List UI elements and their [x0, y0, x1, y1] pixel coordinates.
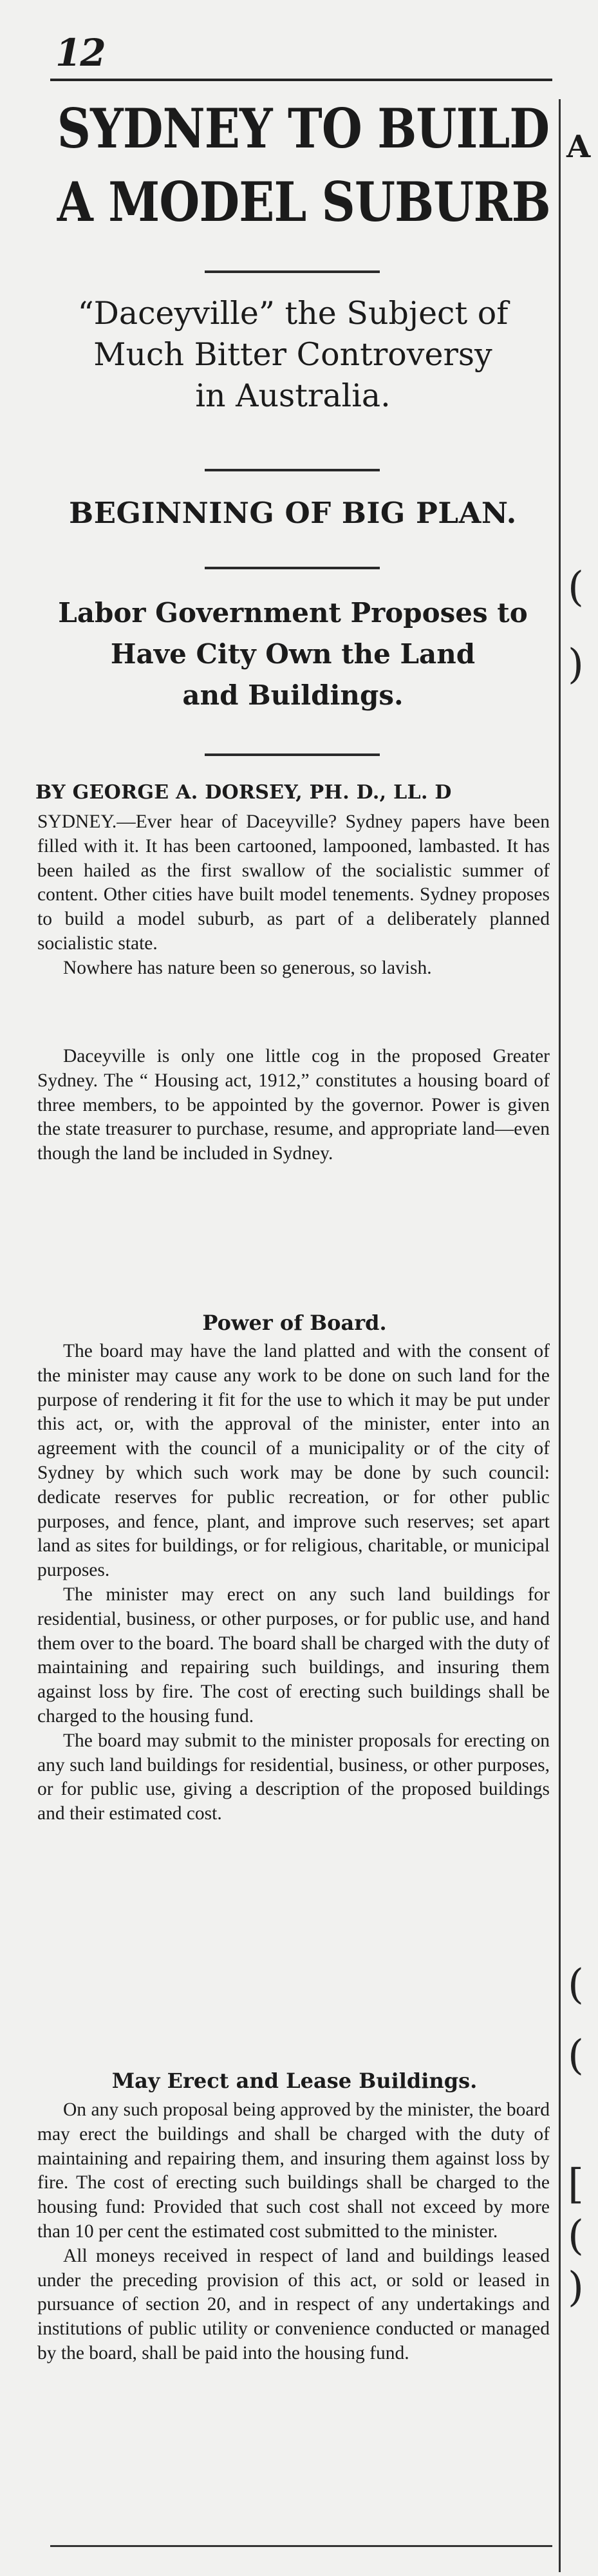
next-column-fragment: ) — [568, 641, 584, 688]
page-number: 12 — [55, 31, 105, 75]
bottom-rule — [50, 2545, 552, 2547]
deck-summary — [35, 592, 550, 716]
next-column-fragment: ( — [568, 1961, 584, 2009]
deck-line: “Daceyville” the Subject of — [77, 295, 509, 332]
paragraph: Nowhere has nature been so generous, so lavish. — [63, 957, 432, 978]
next-column-fragment: [ — [568, 2161, 584, 2208]
section-2-text — [37, 2098, 550, 2366]
divider-rule — [205, 469, 380, 471]
section-heading-erect-and-lease: May Erect and Lease Buildings. — [111, 2069, 478, 2093]
paragraph: All moneys received in respect of land and buildings leased under the preceding provision of this act, or sold or leased in pursuance of section 20, and in respect of any undertakings and institutions of public utility or convenience conducted or managed by the board, shall be paid into the housing fund. — [37, 2245, 550, 2363]
divider-rule — [205, 753, 380, 756]
deck-line: and Buildings. — [182, 679, 404, 711]
byline: BY GEORGE A. DORSEY, PH. D., LL. D — [35, 781, 452, 804]
deck-banner: BEGINNING OF BIG PLAN. — [69, 496, 517, 530]
paragraph: On any such proposal being approved by the minister, the board may erect the buildings and shall be charged with the duty of maintaining and repairing them, and insuring them against loss by fire. The cost of erecting such buildings shall be charged to the housing fund: Provided that such cost shall not exceed by more than 10 per cent the estimated cost submitted to the minister. — [37, 2099, 550, 2242]
top-rule — [50, 79, 552, 81]
section-1-text — [37, 1340, 550, 1826]
housing-act-text — [37, 1045, 550, 1166]
headline-line-2: A MODEL SUBURB — [57, 170, 550, 234]
headline-line-1: SYDNEY TO BUILD — [57, 97, 550, 160]
paragraph: The board may submit to the minister proposals for erecting on any such land buildings for residential, business, or other purposes, or for public use, giving a description of the proposed buildings and their estimated cost. — [37, 1730, 550, 1824]
section-heading-power-of-board: Power of Board. — [202, 1311, 387, 1335]
next-column-letter: A — [566, 129, 591, 165]
deck-line: Have City Own the Land — [110, 638, 476, 670]
next-column-fragment: ( — [568, 2212, 584, 2260]
divider-rule — [205, 270, 380, 273]
next-column-fragment: ( — [568, 2032, 584, 2079]
deck-line: Labor Government Proposes to — [58, 597, 528, 629]
next-column-fragment: ) — [568, 2264, 584, 2311]
deck-line: Much Bitter Controversy — [93, 336, 492, 373]
deck-subheading — [35, 293, 550, 417]
paragraph: SYDNEY.—Ever hear of Daceyville? Sydney papers have been filled with it. It has been cartooned, lampooned, lambasted. It has been hailed as the first swallow of the socialistic summer of content. Other cities have built model tenements. Sydney proposes to build a model suburb, as part of a deliberately planned socialistic state. — [37, 811, 550, 954]
paragraph: The minister may erect on any such land buildings for residential, business, or other purposes, or for public use, and hand them over to the board. The board shall be charged with the duty of maintaining and repairing such buildings, and insuring them against loss by fire. The cost of erecting such buildings shall be charged to the housing fund. — [37, 1584, 550, 1727]
divider-rule — [205, 567, 380, 569]
next-column-fragment: ( — [568, 564, 584, 611]
column-divider — [559, 99, 561, 2572]
paragraph: The board may have the land platted and with the consent of the minister may cause any work to be done on such land for the purpose of rendering it fit for the use to which it may be put under this act, or, with the approval of the minister, enter into an agreement with the council of a municipality or of the city of Sydney by which such work may be done by such council: dedicate reserves for public recreation, or for other public purposes, and fence, plant, and improve such reserves; set apart land as sites for buildings, or for religious, charitable, or municipal purposes. — [37, 1341, 550, 1581]
paragraph: Daceyville is only one little cog in the proposed Greater Sydney. The “ Housing act, 1912,” constitutes a housing board of three members, to be appointed by the governor. Power is given the state treasurer to purchase, resume, and appropriate land—even though the land be included in Sydney. — [37, 1046, 550, 1164]
deck-line: in Australia. — [195, 377, 391, 414]
intro-text — [37, 810, 550, 981]
